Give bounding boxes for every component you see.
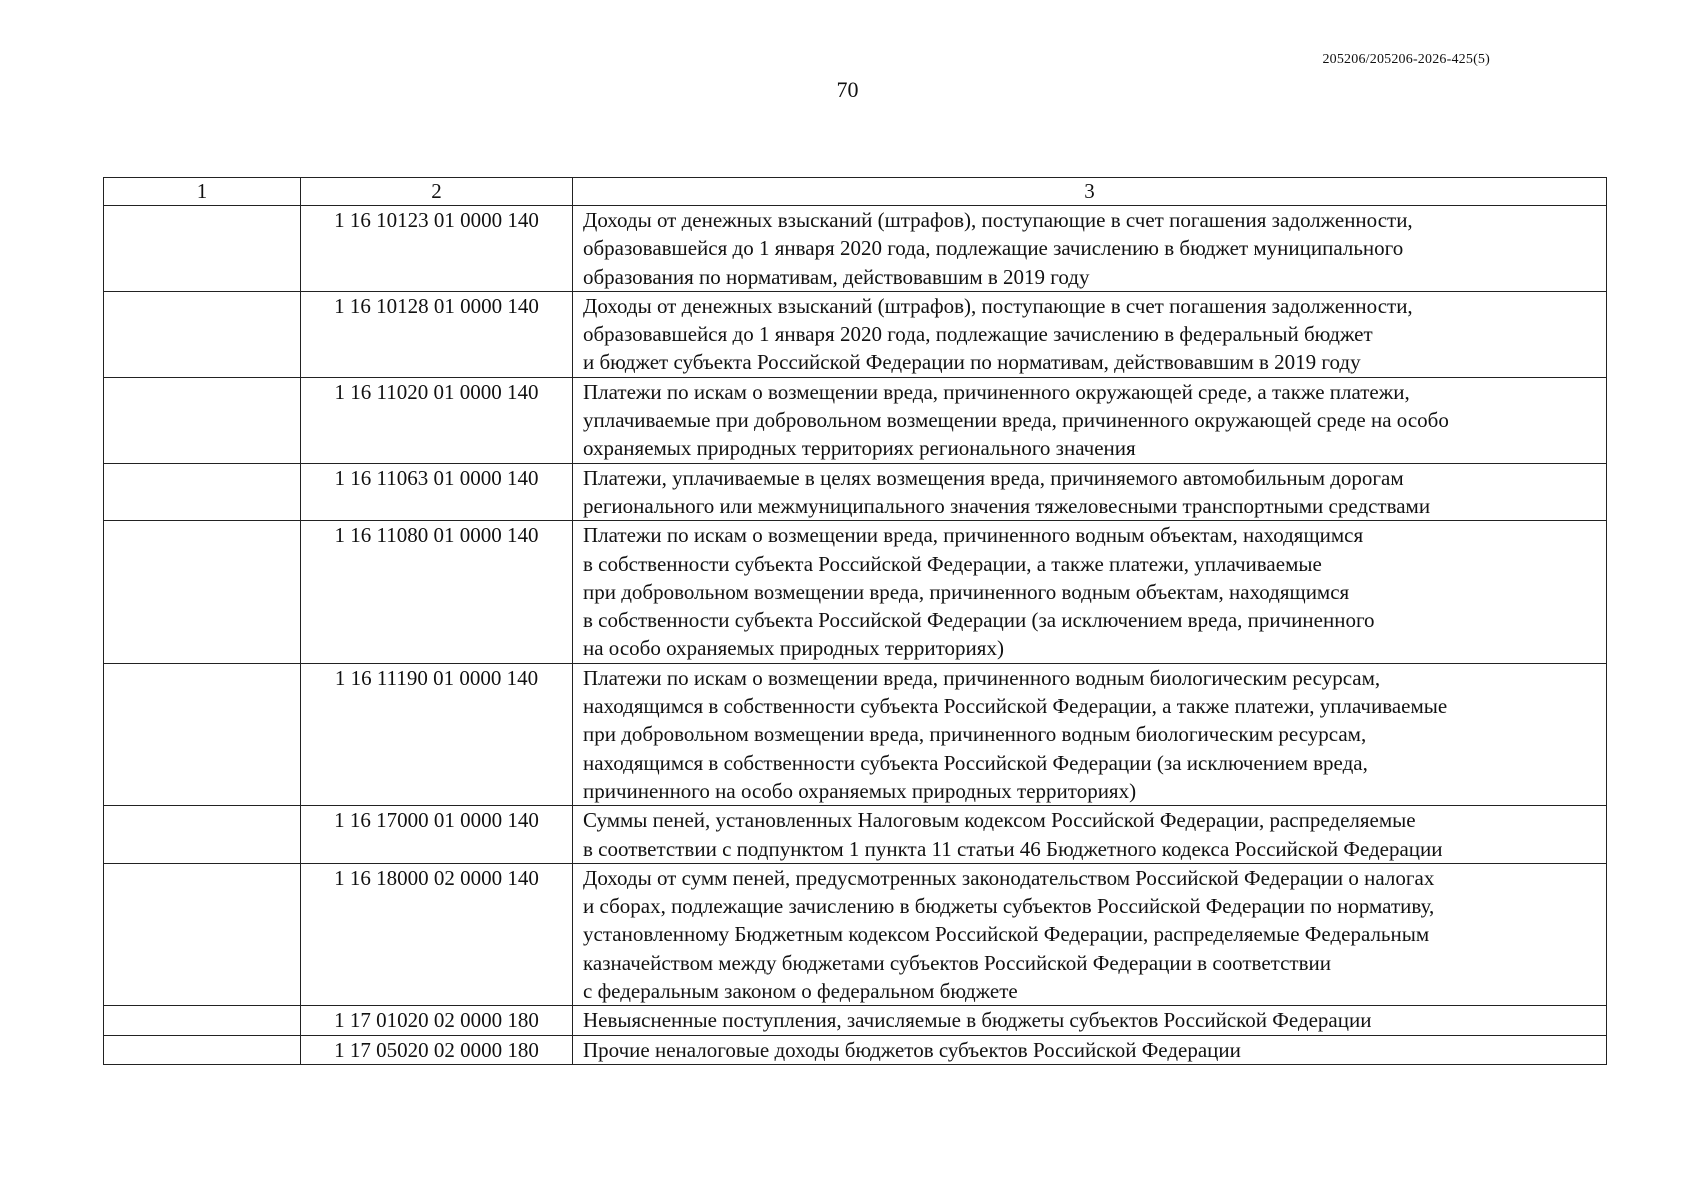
revenue-code-cell: 1 17 05020 02 0000 180 (301, 1035, 573, 1064)
revenue-code-cell: 1 16 11063 01 0000 140 (301, 463, 573, 521)
description-line: Суммы пеней, установленных Налоговым кодексом Российской Федерации, распределяемые (583, 808, 1416, 833)
description-line: Платежи по искам о возмещении вреда, причиненного водным объектам, находящимся (583, 523, 1364, 548)
revenue-code-cell: 1 16 10123 01 0000 140 (301, 206, 573, 292)
description-line: причиненного на особо охраняемых природных территориях) (583, 778, 1137, 803)
table-row (104, 806, 1607, 864)
row-index-cell (104, 463, 301, 521)
row-index-cell (104, 863, 301, 1005)
table-row (104, 521, 1607, 663)
header-cell-2: 2 (301, 178, 573, 206)
description-line: при добровольном возмещении вреда, причиненного водным биологическим ресурсам, (583, 722, 1367, 747)
revenue-description-cell (573, 377, 1607, 463)
description-line: при добровольном возмещении вреда, причиненного водным объектам, находящимся (583, 579, 1350, 604)
revenue-classification-table (103, 177, 1607, 1065)
description-line: Прочие неналоговые доходы бюджетов субъектов Российской Федерации (583, 1037, 1241, 1062)
row-index-cell (104, 206, 301, 292)
revenue-code-cell: 1 17 01020 02 0000 180 (301, 1006, 573, 1035)
row-index-cell (104, 1006, 301, 1035)
header-cell-3: 3 (573, 178, 1607, 206)
revenue-description-cell (573, 291, 1607, 377)
description-line: Невыясненные поступления, зачисляемые в бюджеты субъектов Российской Федерации (583, 1008, 1372, 1033)
revenue-description-cell (573, 1006, 1607, 1035)
table-row (104, 863, 1607, 1005)
revenue-code-cell: 1 16 18000 02 0000 140 (301, 863, 573, 1005)
table-row (104, 1006, 1607, 1035)
revenue-code-cell: 1 16 10128 01 0000 140 (301, 291, 573, 377)
row-index-cell (104, 663, 301, 805)
row-index-cell (104, 377, 301, 463)
description-line: и бюджет субъекта Российской Федерации по нормативам, действовавшим в 2019 году (583, 350, 1361, 375)
revenue-code-cell: 1 16 11190 01 0000 140 (301, 663, 573, 805)
description-line: с федеральным законом о федеральном бюджете (583, 979, 1018, 1004)
table-row (104, 291, 1607, 377)
description-line: Доходы от сумм пеней, предусмотренных законодательством Российской Федерации о налогах (583, 865, 1435, 890)
revenue-code-cell: 1 16 17000 01 0000 140 (301, 806, 573, 864)
description-line: Платежи по искам о возмещении вреда, причиненного окружающей среде, а также платежи, (583, 379, 1410, 404)
description-line: Доходы от денежных взысканий (штрафов), поступающие в счет погашения задолженности, (583, 208, 1413, 232)
description-line: установленному Бюджетным кодексом Российской Федерации, распределяемые Федеральным (583, 922, 1430, 947)
document-id: 205206/205206-2026-425(5) (1322, 52, 1490, 67)
revenue-description-cell (573, 206, 1607, 292)
description-line: регионального или межмуниципального значения тяжеловесными транспортными средствами (583, 493, 1431, 518)
description-line: Платежи, уплачиваемые в целях возмещения вреда, причиняемого автомобильным дорогам (583, 465, 1404, 490)
description-line: и сборах, подлежащие зачислению в бюджеты субъектов Российской Федерации по нормативу, (583, 894, 1435, 919)
row-index-cell (104, 291, 301, 377)
table-header-row (104, 178, 1607, 206)
revenue-description-cell (573, 863, 1607, 1005)
revenue-description-cell (573, 463, 1607, 521)
revenue-description-cell (573, 521, 1607, 663)
revenue-description-cell (573, 663, 1607, 805)
description-line: в собственности субъекта Российской Федерации (за исключением вреда, причиненного (583, 608, 1375, 633)
description-line: находящимся в собственности субъекта Российской Федерации, а также платежи, уплачиваемые (583, 694, 1448, 719)
description-line: образовавшейся до 1 января 2020 года, подлежащие зачислению в бюджет муниципального (583, 236, 1404, 261)
description-line: образования по нормативам, действовавшим в 2019 году (583, 264, 1090, 289)
description-line: уплачиваемые при добровольном возмещении вреда, причиненного окружающей среде на особо (583, 408, 1449, 433)
description-line: казначейством между бюджетами субъектов Российской Федерации в соответствии (583, 950, 1331, 975)
header-cell-1: 1 (104, 178, 301, 206)
description-line: Доходы от денежных взысканий (штрафов), поступающие в счет погашения задолженности, (583, 293, 1413, 318)
revenue-code-cell: 1 16 11020 01 0000 140 (301, 377, 573, 463)
table-row (104, 463, 1607, 521)
page-number: 70 (836, 77, 859, 102)
revenue-description-cell (573, 1035, 1607, 1064)
table-row (104, 663, 1607, 805)
revenue-code-cell: 1 16 11080 01 0000 140 (301, 521, 573, 663)
table-row (104, 206, 1607, 292)
description-line: находящимся в собственности субъекта Российской Федерации (за исключением вреда, (583, 750, 1368, 775)
description-line: в соответствии с подпунктом 1 пункта 11 статьи 46 Бюджетного кодекса Российской Федерации (583, 836, 1443, 861)
row-index-cell (104, 1035, 301, 1064)
description-line: в собственности субъекта Российской Федерации, а также платежи, уплачиваемые (583, 551, 1322, 576)
description-line: Платежи по искам о возмещении вреда, причиненного водным биологическим ресурсам, (583, 665, 1381, 690)
row-index-cell (104, 521, 301, 663)
row-index-cell (104, 806, 301, 864)
revenue-description-cell (573, 806, 1607, 864)
description-line: образовавшейся до 1 января 2020 года, подлежащие зачислению в федеральный бюджет (583, 322, 1373, 347)
description-line: охраняемых природных территориях регионального значения (583, 436, 1136, 461)
table-row (104, 1035, 1607, 1064)
table-row (104, 377, 1607, 463)
description-line: на особо охраняемых природных территориях) (583, 636, 1004, 661)
